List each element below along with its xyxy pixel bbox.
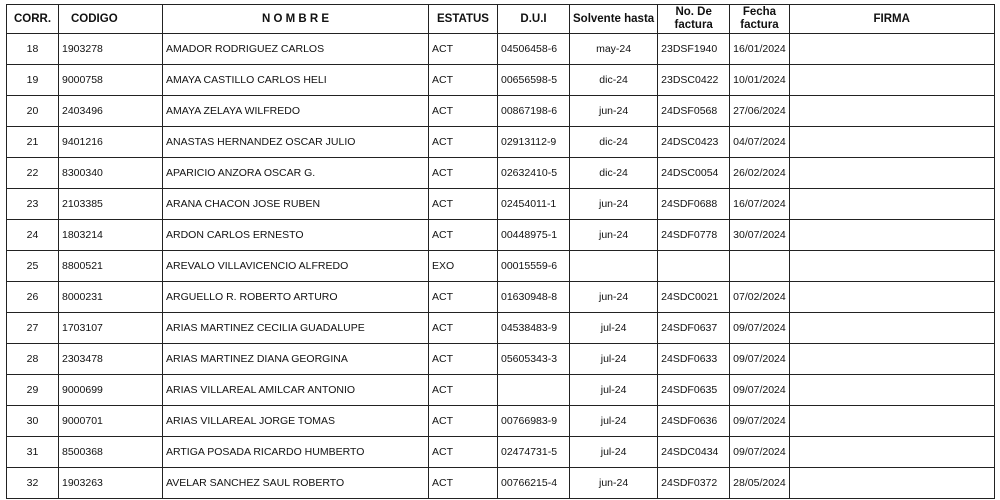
cell-dui: 00766215-4 — [498, 468, 570, 499]
cell-firma — [789, 344, 994, 375]
cell-nombre: ARGUELLO R. ROBERTO ARTURO — [163, 282, 429, 313]
cell-codigo: 8800521 — [59, 251, 163, 282]
cell-factura: 24SDF0778 — [658, 220, 730, 251]
cell-factura: 24SDF0688 — [658, 189, 730, 220]
col-header-solvente: Solvente hasta — [570, 5, 658, 34]
cell-codigo: 8000231 — [59, 282, 163, 313]
table-row — [7, 189, 995, 220]
cell-solvente: jul-24 — [570, 406, 658, 437]
cell-estatus: ACT — [429, 313, 498, 344]
cell-solvente: jul-24 — [570, 344, 658, 375]
cell-estatus: ACT — [429, 437, 498, 468]
cell-fecha: 09/07/2024 — [730, 313, 790, 344]
cell-nombre: ARTIGA POSADA RICARDO HUMBERTO — [163, 437, 429, 468]
cell-codigo: 9000699 — [59, 375, 163, 406]
cell-solvente: jul-24 — [570, 375, 658, 406]
cell-dui: 00656598-5 — [498, 65, 570, 96]
cell-codigo: 1903263 — [59, 468, 163, 499]
cell-firma — [789, 189, 994, 220]
cell-solvente: jun-24 — [570, 468, 658, 499]
cell-corr: 25 — [7, 251, 59, 282]
cell-nombre: ARIAS MARTINEZ CECILIA GUADALUPE — [163, 313, 429, 344]
cell-solvente: dic-24 — [570, 158, 658, 189]
cell-dui: 00015559-6 — [498, 251, 570, 282]
cell-fecha: 10/01/2024 — [730, 65, 790, 96]
cell-estatus: ACT — [429, 189, 498, 220]
cell-firma — [789, 158, 994, 189]
cell-fecha: 26/02/2024 — [730, 158, 790, 189]
cell-solvente: jun-24 — [570, 96, 658, 127]
cell-solvente: jun-24 — [570, 189, 658, 220]
cell-fecha: 09/07/2024 — [730, 344, 790, 375]
cell-firma — [789, 65, 994, 96]
cell-estatus: ACT — [429, 96, 498, 127]
cell-nombre: AMAYA ZELAYA WILFREDO — [163, 96, 429, 127]
col-header-estatus: ESTATUS — [429, 5, 498, 34]
cell-nombre: AREVALO VILLAVICENCIO ALFREDO — [163, 251, 429, 282]
cell-nombre: ARIAS MARTINEZ DIANA GEORGINA — [163, 344, 429, 375]
cell-nombre: AMADOR RODRIGUEZ CARLOS — [163, 34, 429, 65]
table-row — [7, 251, 995, 282]
cell-nombre: ARANA CHACON JOSE RUBEN — [163, 189, 429, 220]
cell-fecha: 09/07/2024 — [730, 375, 790, 406]
cell-fecha — [730, 251, 790, 282]
cell-factura: 24SDF0633 — [658, 344, 730, 375]
cell-factura — [658, 251, 730, 282]
cell-estatus: ACT — [429, 468, 498, 499]
cell-nombre: ARDON CARLOS ERNESTO — [163, 220, 429, 251]
cell-solvente: dic-24 — [570, 127, 658, 158]
cell-firma — [789, 375, 994, 406]
table-row — [7, 96, 995, 127]
cell-estatus: ACT — [429, 375, 498, 406]
header-row — [7, 5, 995, 34]
cell-factura: 23DSF1940 — [658, 34, 730, 65]
cell-codigo: 8500368 — [59, 437, 163, 468]
col-header-fecha: Fecha factura — [730, 5, 790, 34]
cell-factura: 24SDC0021 — [658, 282, 730, 313]
cell-firma — [789, 282, 994, 313]
cell-factura: 24SDF0636 — [658, 406, 730, 437]
cell-solvente: jun-24 — [570, 220, 658, 251]
cell-firma — [789, 406, 994, 437]
col-header-firma: FIRMA — [789, 5, 994, 34]
table-row — [7, 282, 995, 313]
cell-firma — [789, 468, 994, 499]
cell-nombre: ANASTAS HERNANDEZ OSCAR JULIO — [163, 127, 429, 158]
cell-estatus: ACT — [429, 65, 498, 96]
cell-nombre: AVELAR SANCHEZ SAUL ROBERTO — [163, 468, 429, 499]
cell-codigo: 2103385 — [59, 189, 163, 220]
cell-corr: 27 — [7, 313, 59, 344]
cell-factura: 24SDF0372 — [658, 468, 730, 499]
cell-dui: 00766983-9 — [498, 406, 570, 437]
cell-nombre: AMAYA CASTILLO CARLOS HELI — [163, 65, 429, 96]
cell-estatus: ACT — [429, 127, 498, 158]
cell-factura: 24DSC0054 — [658, 158, 730, 189]
cell-dui: 01630948-8 — [498, 282, 570, 313]
cell-estatus: ACT — [429, 34, 498, 65]
cell-fecha: 16/07/2024 — [730, 189, 790, 220]
cell-fecha: 09/07/2024 — [730, 406, 790, 437]
cell-dui: 02913112-9 — [498, 127, 570, 158]
col-header-codigo: CODIGO — [59, 5, 163, 34]
cell-firma — [789, 96, 994, 127]
cell-codigo: 1903278 — [59, 34, 163, 65]
cell-corr: 26 — [7, 282, 59, 313]
cell-factura: 24DSF0568 — [658, 96, 730, 127]
cell-fecha: 07/02/2024 — [730, 282, 790, 313]
cell-dui — [498, 375, 570, 406]
cell-codigo: 1703107 — [59, 313, 163, 344]
table-row — [7, 344, 995, 375]
cell-firma — [789, 220, 994, 251]
cell-codigo: 9000701 — [59, 406, 163, 437]
cell-nombre: ARIAS VILLAREAL AMILCAR ANTONIO — [163, 375, 429, 406]
cell-corr: 20 — [7, 96, 59, 127]
cell-estatus: EXO — [429, 251, 498, 282]
cell-corr: 28 — [7, 344, 59, 375]
cell-solvente — [570, 251, 658, 282]
col-header-nombre: N O M B R E — [163, 5, 429, 34]
cell-estatus: ACT — [429, 158, 498, 189]
table-row — [7, 65, 995, 96]
cell-firma — [789, 127, 994, 158]
cell-solvente: jul-24 — [570, 437, 658, 468]
table-row — [7, 34, 995, 65]
cell-factura: 24SDC0434 — [658, 437, 730, 468]
cell-estatus: ACT — [429, 406, 498, 437]
cell-firma — [789, 34, 994, 65]
table-row — [7, 468, 995, 499]
cell-corr: 31 — [7, 437, 59, 468]
cell-codigo: 1803214 — [59, 220, 163, 251]
cell-dui: 02474731-5 — [498, 437, 570, 468]
cell-fecha: 30/07/2024 — [730, 220, 790, 251]
cell-solvente: jul-24 — [570, 313, 658, 344]
cell-codigo: 9401216 — [59, 127, 163, 158]
cell-factura: 24SDF0637 — [658, 313, 730, 344]
cell-corr: 22 — [7, 158, 59, 189]
cell-dui: 02454011-1 — [498, 189, 570, 220]
table-row — [7, 127, 995, 158]
cell-nombre: APARICIO ANZORA OSCAR G. — [163, 158, 429, 189]
cell-corr: 29 — [7, 375, 59, 406]
cell-dui: 00867198-6 — [498, 96, 570, 127]
cell-dui: 05605343-3 — [498, 344, 570, 375]
cell-estatus: ACT — [429, 344, 498, 375]
cell-fecha: 16/01/2024 — [730, 34, 790, 65]
cell-factura: 23DSC0422 — [658, 65, 730, 96]
cell-solvente: dic-24 — [570, 65, 658, 96]
cell-corr: 21 — [7, 127, 59, 158]
members-table — [6, 4, 995, 499]
cell-dui: 04506458-6 — [498, 34, 570, 65]
cell-fecha: 28/05/2024 — [730, 468, 790, 499]
cell-fecha: 04/07/2024 — [730, 127, 790, 158]
cell-corr: 23 — [7, 189, 59, 220]
cell-solvente: jun-24 — [570, 282, 658, 313]
cell-fecha: 27/06/2024 — [730, 96, 790, 127]
table-row — [7, 158, 995, 189]
cell-corr: 19 — [7, 65, 59, 96]
col-header-dui: D.U.I — [498, 5, 570, 34]
cell-codigo: 8300340 — [59, 158, 163, 189]
cell-fecha: 09/07/2024 — [730, 437, 790, 468]
cell-codigo: 9000758 — [59, 65, 163, 96]
table-row — [7, 220, 995, 251]
cell-estatus: ACT — [429, 282, 498, 313]
cell-dui: 04538483-9 — [498, 313, 570, 344]
table-row — [7, 375, 995, 406]
cell-corr: 30 — [7, 406, 59, 437]
cell-firma — [789, 437, 994, 468]
cell-codigo: 2403496 — [59, 96, 163, 127]
cell-estatus: ACT — [429, 220, 498, 251]
table-row — [7, 406, 995, 437]
cell-solvente: may-24 — [570, 34, 658, 65]
col-header-factura: No. De factura — [658, 5, 730, 34]
table-body — [7, 34, 995, 499]
cell-dui: 02632410-5 — [498, 158, 570, 189]
table-row — [7, 313, 995, 344]
cell-corr: 32 — [7, 468, 59, 499]
cell-dui: 00448975-1 — [498, 220, 570, 251]
cell-firma — [789, 313, 994, 344]
cell-factura: 24DSC0423 — [658, 127, 730, 158]
cell-corr: 24 — [7, 220, 59, 251]
table-row — [7, 437, 995, 468]
cell-factura: 24SDF0635 — [658, 375, 730, 406]
cell-firma — [789, 251, 994, 282]
cell-codigo: 2303478 — [59, 344, 163, 375]
cell-corr: 18 — [7, 34, 59, 65]
cell-nombre: ARIAS VILLAREAL JORGE TOMAS — [163, 406, 429, 437]
col-header-corr: CORR. — [7, 5, 59, 34]
